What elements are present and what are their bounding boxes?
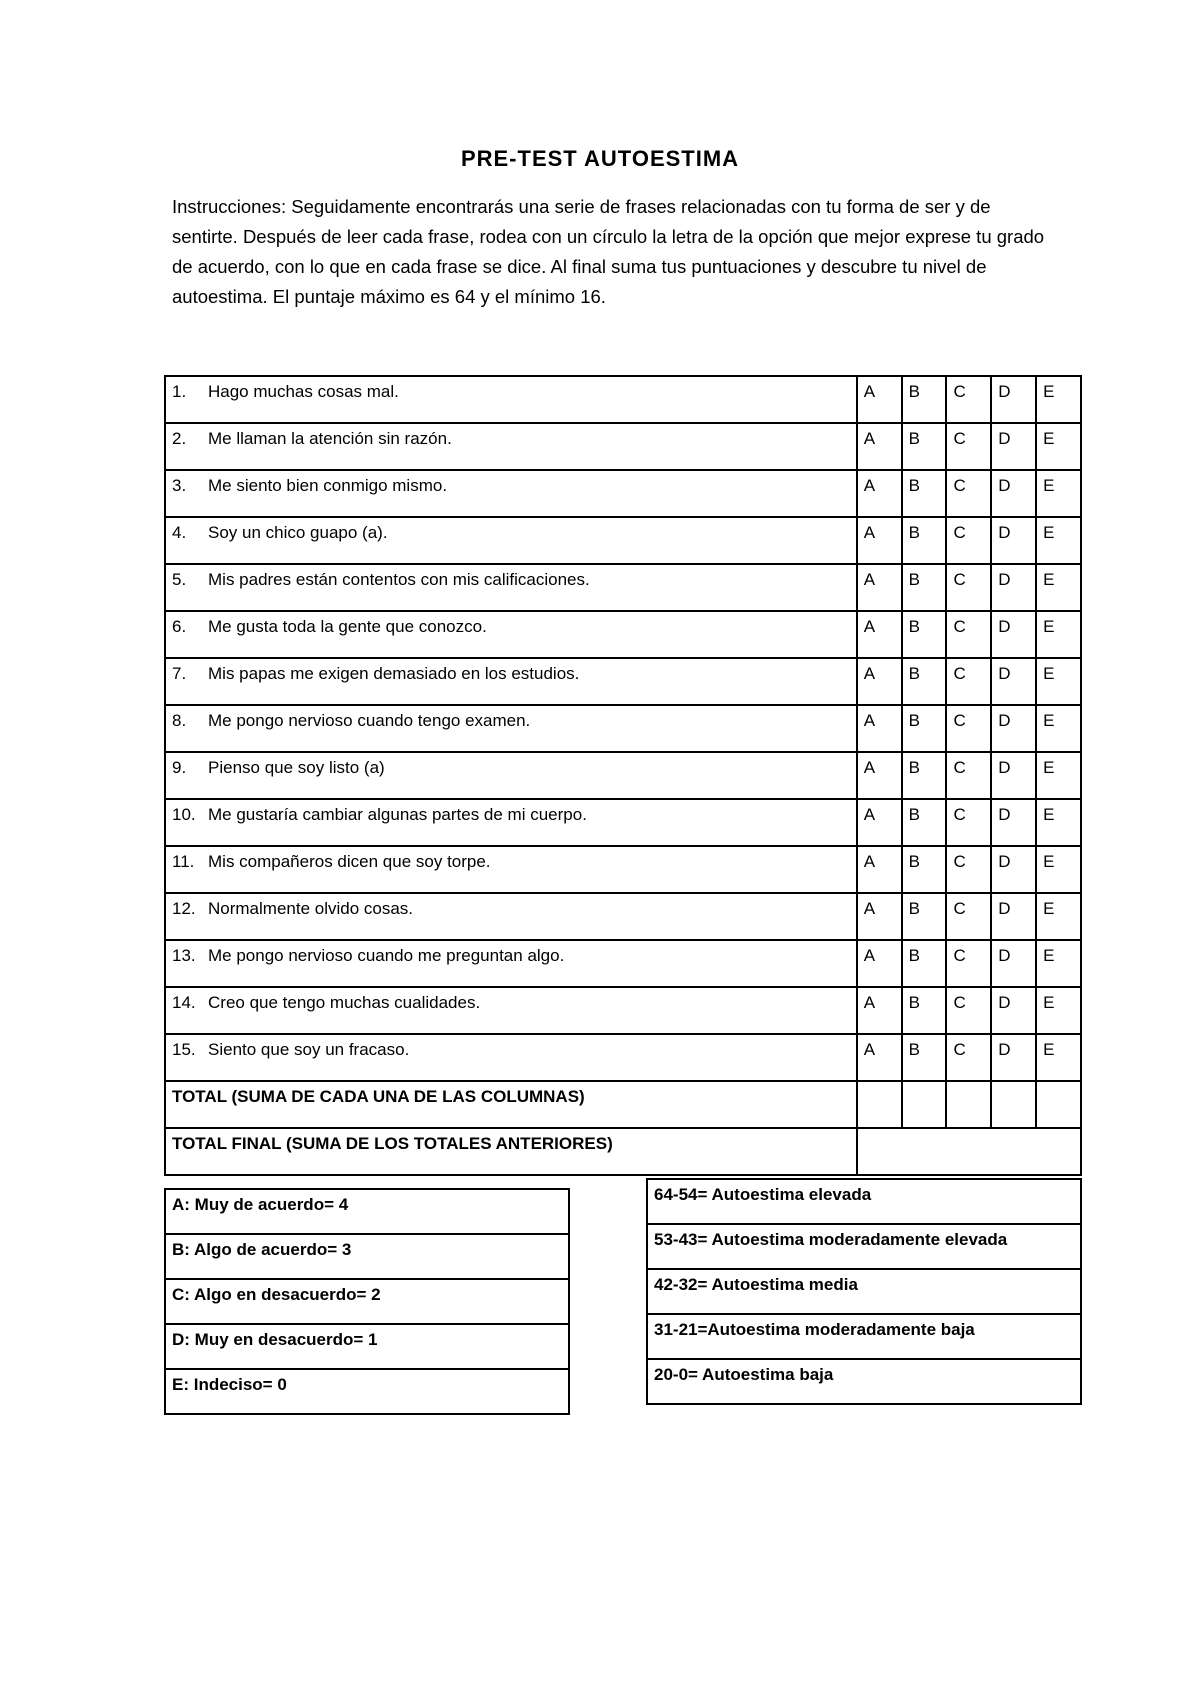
question-cell	[165, 987, 857, 1034]
option-c[interactable]: C	[946, 846, 991, 893]
option-a[interactable]: A	[857, 893, 902, 940]
question-cell	[165, 752, 857, 799]
option-a[interactable]: A	[857, 846, 902, 893]
option-e[interactable]: E	[1036, 423, 1081, 470]
option-d[interactable]: D	[991, 658, 1036, 705]
question-number: 5.	[172, 570, 187, 589]
option-e[interactable]: E	[1036, 564, 1081, 611]
question-number: 4.	[172, 523, 187, 542]
option-e[interactable]: E	[1036, 376, 1081, 423]
question-row	[165, 752, 1081, 799]
question-number: 12.	[172, 899, 196, 918]
option-d[interactable]: D	[991, 376, 1036, 423]
option-c[interactable]: C	[946, 658, 991, 705]
totals-row	[165, 1081, 1081, 1128]
level-row	[647, 1314, 1081, 1359]
question-cell	[165, 799, 857, 846]
question-text: Me gustaría cambiar algunas partes de mi cuerpo.	[208, 805, 587, 824]
option-b[interactable]: B	[902, 376, 947, 423]
question-cell	[165, 517, 857, 564]
option-b[interactable]: B	[902, 1034, 947, 1081]
option-d[interactable]: D	[991, 752, 1036, 799]
option-c[interactable]: C	[946, 893, 991, 940]
level-cell: 42-32= Autoestima media	[647, 1269, 1081, 1314]
question-row	[165, 376, 1081, 423]
option-a[interactable]: A	[857, 752, 902, 799]
question-number: 3.	[172, 476, 187, 495]
option-e[interactable]: E	[1036, 658, 1081, 705]
level-cell: 20-0= Autoestima baja	[647, 1359, 1081, 1404]
question-row	[165, 846, 1081, 893]
option-d[interactable]: D	[991, 611, 1036, 658]
question-number: 15.	[172, 1040, 196, 1059]
option-d[interactable]: D	[991, 517, 1036, 564]
question-text: Me siento bien conmigo mismo.	[208, 476, 448, 495]
question-row	[165, 470, 1081, 517]
question-cell	[165, 1034, 857, 1081]
question-cell	[165, 940, 857, 987]
level-row	[647, 1269, 1081, 1314]
total-cell-d[interactable]	[991, 1081, 1036, 1128]
option-a[interactable]: A	[857, 423, 902, 470]
question-cell	[165, 658, 857, 705]
question-text: Creo que tengo muchas cualidades.	[208, 993, 481, 1012]
option-c[interactable]: C	[946, 564, 991, 611]
question-row	[165, 940, 1081, 987]
question-cell	[165, 705, 857, 752]
question-row	[165, 658, 1081, 705]
question-row	[165, 987, 1081, 1034]
option-b[interactable]: B	[902, 470, 947, 517]
option-b[interactable]: B	[902, 799, 947, 846]
question-row	[165, 1034, 1081, 1081]
scale-row	[165, 1189, 569, 1234]
option-e[interactable]: E	[1036, 1034, 1081, 1081]
question-number: 7.	[172, 664, 187, 683]
option-e[interactable]: E	[1036, 987, 1081, 1034]
option-a[interactable]: A	[857, 799, 902, 846]
option-b[interactable]: B	[902, 940, 947, 987]
question-number: 2.	[172, 429, 187, 448]
question-text: Siento que soy un fracaso.	[208, 1040, 410, 1059]
option-a[interactable]: A	[857, 940, 902, 987]
option-d[interactable]: D	[991, 470, 1036, 517]
scale-cell: E: Indeciso= 0	[165, 1369, 569, 1414]
level-row	[647, 1179, 1081, 1224]
option-a[interactable]: A	[857, 1034, 902, 1081]
question-number: 13.	[172, 946, 196, 965]
option-e[interactable]: E	[1036, 893, 1081, 940]
question-number: 11.	[172, 852, 195, 871]
option-d[interactable]: D	[991, 1034, 1036, 1081]
option-d[interactable]: D	[991, 705, 1036, 752]
option-c[interactable]: C	[946, 940, 991, 987]
option-d[interactable]: D	[991, 799, 1036, 846]
scale-cell: C: Algo en desacuerdo= 2	[165, 1279, 569, 1324]
question-cell	[165, 893, 857, 940]
option-c[interactable]: C	[946, 705, 991, 752]
question-text: Me pongo nervioso cuando tengo examen.	[208, 711, 531, 730]
question-text: Me gusta toda la gente que conozco.	[208, 617, 487, 636]
option-d[interactable]: D	[991, 987, 1036, 1034]
option-b[interactable]: B	[902, 893, 947, 940]
question-number: 9.	[172, 758, 187, 777]
total-cell-b[interactable]	[902, 1081, 947, 1128]
option-e[interactable]: E	[1036, 846, 1081, 893]
option-b[interactable]: B	[902, 658, 947, 705]
question-cell	[165, 846, 857, 893]
option-b[interactable]: B	[902, 517, 947, 564]
question-number: 10.	[172, 805, 196, 824]
option-b[interactable]: B	[902, 987, 947, 1034]
level-row	[647, 1224, 1081, 1269]
questions-table	[164, 375, 1082, 1176]
question-number: 14.	[172, 993, 196, 1012]
option-c[interactable]: C	[946, 470, 991, 517]
option-c[interactable]: C	[946, 376, 991, 423]
question-number: 1.	[172, 382, 187, 401]
question-text: Me pongo nervioso cuando me preguntan algo.	[208, 946, 565, 965]
option-a[interactable]: A	[857, 376, 902, 423]
option-c[interactable]: C	[946, 423, 991, 470]
question-row	[165, 611, 1081, 658]
scale-cell: A: Muy de acuerdo= 4	[165, 1189, 569, 1234]
scale-table	[164, 1188, 570, 1415]
totals-label: TOTAL (SUMA DE CADA UNA DE LAS COLUMNAS)	[165, 1081, 857, 1128]
option-a[interactable]: A	[857, 611, 902, 658]
question-number: 8.	[172, 711, 187, 730]
question-number: 6.	[172, 617, 187, 636]
question-row	[165, 564, 1081, 611]
final-total-cell[interactable]	[857, 1128, 1081, 1175]
question-row	[165, 517, 1081, 564]
option-e[interactable]: E	[1036, 470, 1081, 517]
question-row	[165, 705, 1081, 752]
option-d[interactable]: D	[991, 564, 1036, 611]
question-cell	[165, 611, 857, 658]
option-a[interactable]: A	[857, 564, 902, 611]
question-row	[165, 799, 1081, 846]
question-row	[165, 893, 1081, 940]
scale-row	[165, 1279, 569, 1324]
option-a[interactable]: A	[857, 517, 902, 564]
level-cell: 31-21=Autoestima moderadamente baja	[647, 1314, 1081, 1359]
option-d[interactable]: D	[991, 893, 1036, 940]
question-text: Normalmente olvido cosas.	[208, 899, 414, 918]
option-a[interactable]: A	[857, 705, 902, 752]
option-b[interactable]: B	[902, 752, 947, 799]
option-d[interactable]: D	[991, 423, 1036, 470]
option-e[interactable]: E	[1036, 517, 1081, 564]
total-cell-a[interactable]	[857, 1081, 902, 1128]
option-b[interactable]: B	[902, 705, 947, 752]
question-text: Soy un chico guapo (a).	[208, 523, 388, 542]
option-e[interactable]: E	[1036, 611, 1081, 658]
option-a[interactable]: A	[857, 987, 902, 1034]
option-d[interactable]: D	[991, 846, 1036, 893]
option-e[interactable]: E	[1036, 752, 1081, 799]
question-text: Mis compañeros dicen que soy torpe.	[208, 852, 491, 871]
option-c[interactable]: C	[946, 799, 991, 846]
instructions-text: Instrucciones: Seguidamente encontrarás una serie de frases relacionadas con tu forma de ser y de sentirte. Después de leer cada frase, rodea con un círculo la letra de la opción que mejor exprese tu grado de acuerdo, con lo que en cada frase se dice. Al final suma tus puntuaciones y descubre tu nivel de autoestima. El puntaje máximo es 64 y el mínimo 16.	[172, 196, 1045, 307]
scale-row	[165, 1369, 569, 1414]
question-row	[165, 423, 1081, 470]
level-cell: 64-54= Autoestima elevada	[647, 1179, 1081, 1224]
question-text: Hago muchas cosas mal.	[208, 382, 399, 401]
final-total-label: TOTAL FINAL (SUMA DE LOS TOTALES ANTERIORES)	[165, 1128, 857, 1175]
option-b[interactable]: B	[902, 611, 947, 658]
question-text: Mis padres están contentos con mis calificaciones.	[208, 570, 590, 589]
option-c[interactable]: C	[946, 517, 991, 564]
total-cell-e[interactable]	[1036, 1081, 1081, 1128]
option-e[interactable]: E	[1036, 705, 1081, 752]
option-e[interactable]: E	[1036, 940, 1081, 987]
final-total-row	[165, 1128, 1081, 1175]
scale-row	[165, 1234, 569, 1279]
level-cell: 53-43= Autoestima moderadamente elevada	[647, 1224, 1081, 1269]
scale-cell: B: Algo de acuerdo= 3	[165, 1234, 569, 1279]
levels-table	[646, 1178, 1082, 1405]
total-cell-c[interactable]	[946, 1081, 991, 1128]
option-a[interactable]: A	[857, 658, 902, 705]
option-b[interactable]: B	[902, 423, 947, 470]
level-row	[647, 1359, 1081, 1404]
question-cell	[165, 470, 857, 517]
page-title: PRE-TEST AUTOESTIMA	[460, 146, 740, 171]
question-cell	[165, 376, 857, 423]
option-c[interactable]: C	[946, 987, 991, 1034]
scale-row	[165, 1324, 569, 1369]
scale-cell: D: Muy en desacuerdo= 1	[165, 1324, 569, 1369]
question-text: Mis papas me exigen demasiado en los estudios.	[208, 664, 580, 683]
question-text: Me llaman la atención sin razón.	[208, 429, 452, 448]
option-e[interactable]: E	[1036, 799, 1081, 846]
option-c[interactable]: C	[946, 1034, 991, 1081]
option-c[interactable]: C	[946, 611, 991, 658]
question-cell	[165, 564, 857, 611]
question-cell	[165, 423, 857, 470]
option-c[interactable]: C	[946, 752, 991, 799]
question-text: Pienso que soy listo (a)	[208, 758, 385, 777]
option-b[interactable]: B	[902, 846, 947, 893]
option-d[interactable]: D	[991, 940, 1036, 987]
option-b[interactable]: B	[902, 564, 947, 611]
option-a[interactable]: A	[857, 470, 902, 517]
